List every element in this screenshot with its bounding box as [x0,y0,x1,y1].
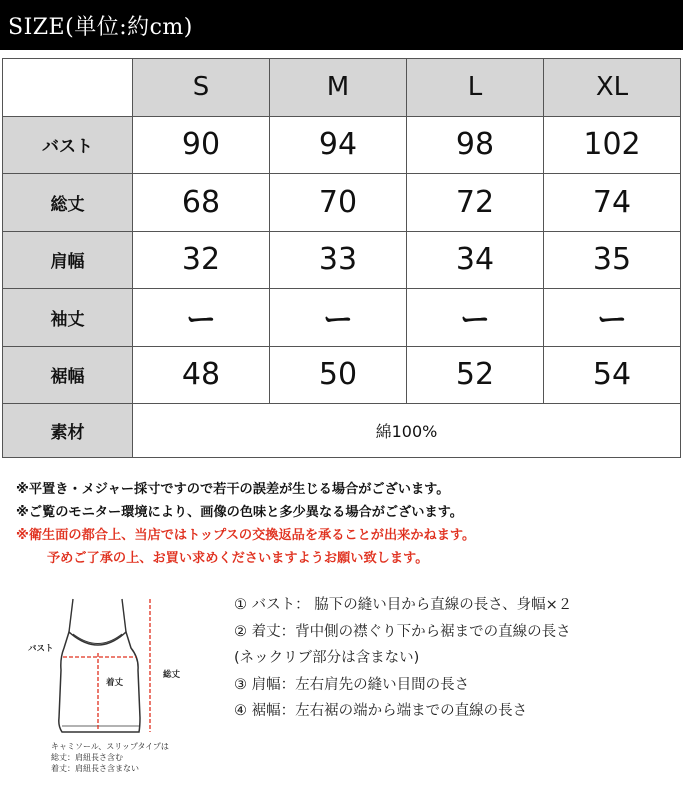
material-value: 綿100% [133,404,681,458]
table-row [3,116,681,174]
row-label-bust: バスト [3,116,133,174]
note-measurement-error: ※平置き・メジャー採寸ですので若干の誤差が生じる場合がございます。 [16,482,450,497]
cell-value: 50 [270,346,407,404]
measurement-guide [234,592,674,725]
camisole-body [59,632,140,732]
diagram-footnote-3: 着丈：肩紐長さ含まない [51,764,139,773]
page-title: SIZE(単位:約cm) [8,15,193,40]
right-strap [122,599,126,632]
row-label-total-length: 総丈 [3,174,133,232]
label-length: 着丈 [106,678,124,688]
cell-value: 52 [407,346,544,404]
cell-value: ー [270,289,407,347]
header-bar [0,0,683,50]
cell-value: ー [544,289,681,347]
cell-value: 90 [133,116,270,174]
cell-value: 68 [133,174,270,232]
cell-value: 48 [133,346,270,404]
left-strap [69,599,73,632]
notes [16,478,676,570]
guide-bust: ① バスト： 脇下の縫い目から直線の長さ、身幅×２ [234,597,573,613]
guide-shoulder: ③ 肩幅：左右肩先の縫い目間の長さ [234,676,470,693]
row-label-shoulder: 肩幅 [3,231,133,289]
label-bust: バスト [28,644,54,654]
note-no-returns: ※衛生面の都合上、当店ではトップスの交換返品を承ることが出来かねます。 [16,528,476,543]
cell-value: 32 [133,231,270,289]
cell-value: 102 [544,116,681,174]
diagram-footnote-1: キャミソール、スリップタイプは [51,742,169,751]
cell-value: 94 [270,116,407,174]
table-row [3,174,681,232]
cell-value: 35 [544,231,681,289]
diagram-footnote-2: 総丈：肩紐長さ含む [51,753,123,762]
table-row [3,346,681,404]
cell-value: 98 [407,116,544,174]
size-col-s: S [133,59,270,117]
size-col-m: M [270,59,407,117]
guide-length-note: (ネックリブ部分は含まない) [234,650,420,666]
cell-value: 72 [407,174,544,232]
cell-value: 34 [407,231,544,289]
guide-hem: ④ 裾幅：左右裾の端から端までの直線の長さ [234,703,528,719]
garment-diagram [0,590,205,800]
size-header-row [3,59,681,117]
row-label-sleeve: 袖丈 [3,289,133,347]
cell-value: 70 [270,174,407,232]
cell-value: 54 [544,346,681,404]
table-row-material [3,404,681,458]
cell-value: ー [407,289,544,347]
guide-length: ② 着丈：背中側の襟ぐり下から裾までの直線の長さ [234,623,571,640]
label-total-length: 総丈 [163,670,181,680]
note-monitor-color: ※ご覧のモニター環境により、画像の色味と多少異なる場合がございます。 [16,505,463,520]
corner-cell [3,59,133,117]
cell-value: ー [133,289,270,347]
size-col-l: L [407,59,544,117]
cell-value: 33 [270,231,407,289]
size-table [2,58,681,458]
row-label-hem: 裾幅 [3,346,133,404]
table-row [3,289,681,347]
size-col-xl: XL [544,59,681,117]
cell-value: 74 [544,174,681,232]
row-label-material: 素材 [3,404,133,458]
table-row [3,231,681,289]
note-acknowledge: 予めご了承の上、お買い求めくださいますようお願い致します。 [47,551,429,566]
